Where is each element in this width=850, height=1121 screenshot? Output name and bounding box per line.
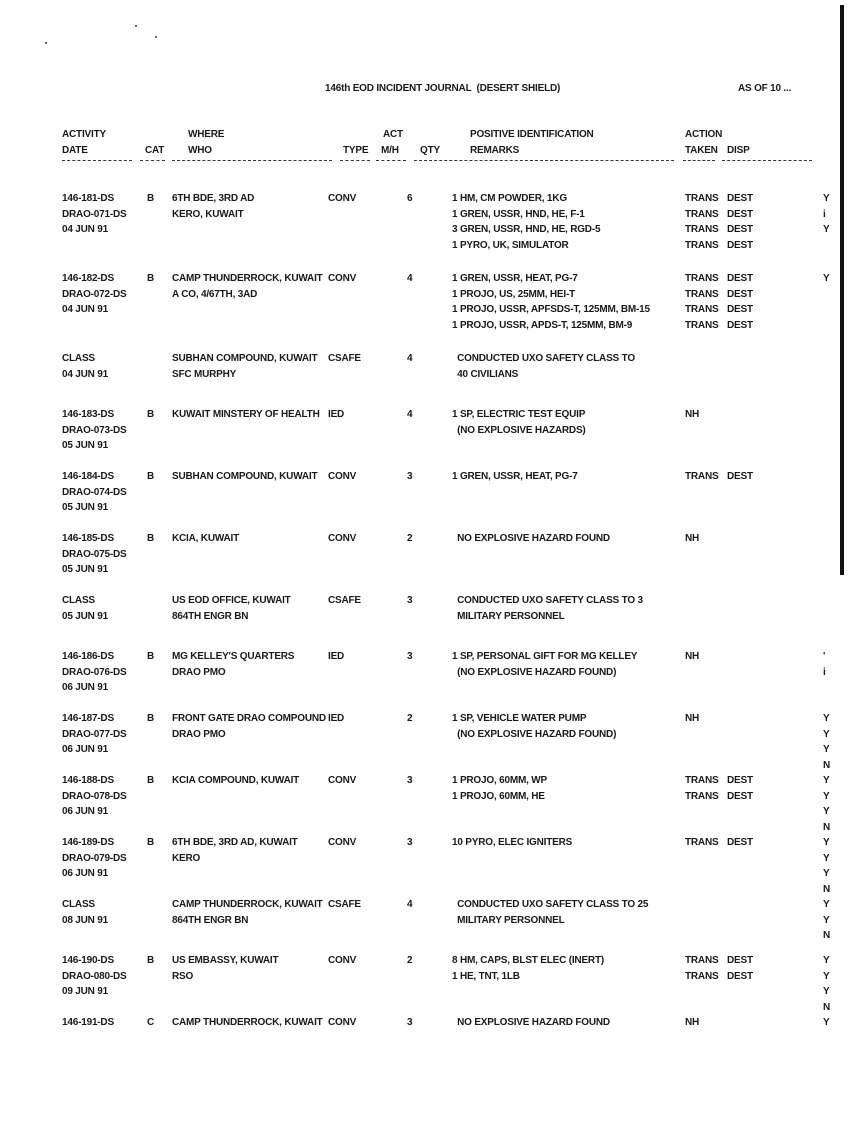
entry-line — [0, 304, 850, 320]
man-hours: 3 — [407, 775, 413, 786]
who: 864TH ENGR BN — [172, 914, 249, 926]
incident-type: CSAFE — [328, 595, 361, 606]
remarks: 1 PYRO, UK, SIMULATOR — [452, 239, 569, 251]
action-taken: TRANS — [685, 775, 719, 786]
drao-number: DRAO-080-DS — [62, 970, 127, 982]
activity-id: 146-184-DS — [62, 471, 114, 482]
where: CAMP THUNDERROCK, KUWAIT — [172, 273, 323, 284]
disposition: DEST — [727, 970, 753, 982]
where: US EOD OFFICE, KUWAIT — [172, 595, 291, 606]
disposition: DEST — [727, 319, 753, 331]
where: KUWAIT MINSTERY OF HEALTH — [172, 409, 320, 420]
entry-line — [0, 822, 850, 838]
disposition: DEST — [727, 790, 753, 802]
action-taken: TRANS — [685, 970, 719, 982]
activity-id: 146-186-DS — [62, 651, 114, 662]
remarks: NO EXPLOSIVE HAZARD FOUND — [452, 1017, 610, 1028]
activity-date: 06 JUN 91 — [62, 806, 109, 818]
activity-date: 04 JUN 91 — [62, 224, 109, 236]
who: KERO — [172, 852, 201, 864]
action-taken: TRANS — [685, 193, 719, 204]
drao-number: DRAO-078-DS — [62, 790, 127, 802]
man-hours: 4 — [407, 273, 413, 284]
remarks: 8 HM, CAPS, BLST ELEC (INERT) — [452, 955, 604, 966]
activity-id: 146-189-DS — [62, 837, 114, 848]
entry-line — [0, 837, 850, 853]
remarks: 1 GREN, USSR, HND, HE, F-1 — [452, 208, 585, 220]
remarks: MILITARY PERSONNEL — [452, 610, 565, 622]
review-flag: Y — [823, 744, 830, 756]
remarks: 1 HE, TNT, 1LB — [452, 970, 520, 982]
header-type: TYPE — [343, 145, 369, 156]
incident-type: CONV — [328, 273, 357, 284]
review-flag: ' — [823, 651, 826, 662]
drao-number: DRAO-076-DS — [62, 666, 127, 678]
category: B — [147, 713, 155, 724]
review-flag: Y — [823, 1017, 830, 1028]
category: B — [147, 273, 155, 284]
activity-date: 08 JUN 91 — [62, 914, 109, 926]
review-flag: Y — [823, 852, 830, 864]
action-taken: TRANS — [685, 304, 719, 316]
review-flag: N — [823, 1001, 831, 1013]
activity-date: 05 JUN 91 — [62, 502, 109, 514]
who: SFC MURPHY — [172, 368, 237, 380]
entry-line — [0, 868, 850, 884]
header-mh: M/H — [381, 145, 399, 156]
entry-line — [0, 224, 850, 240]
entry-line — [0, 971, 850, 987]
review-flag: N — [823, 759, 831, 771]
remarks: NO EXPLOSIVE HAZARD FOUND — [452, 533, 610, 544]
entry-line — [0, 369, 850, 385]
review-flag: Y — [823, 775, 830, 786]
action-taken: NH — [685, 713, 700, 724]
man-hours: 3 — [407, 595, 413, 606]
who: DRAO PMO — [172, 728, 226, 740]
remarks: 10 PYRO, ELEC IGNITERS — [452, 837, 573, 848]
remarks: CONDUCTED UXO SAFETY CLASS TO — [452, 353, 635, 364]
disposition: DEST — [727, 273, 753, 284]
entry-line — [0, 806, 850, 822]
activity-id: CLASS — [62, 353, 95, 364]
review-flag: Y — [823, 273, 830, 284]
activity-id: CLASS — [62, 899, 95, 910]
incident-type: IED — [328, 409, 345, 420]
activity-date: 05 JUN 91 — [62, 440, 109, 452]
review-flag: N — [823, 821, 831, 833]
remarks: 1 PROJO, US, 25MM, HEI-T — [452, 288, 576, 300]
header-action: ACTION — [685, 129, 723, 140]
disposition: DEST — [727, 837, 753, 848]
incident-type: CONV — [328, 775, 357, 786]
remarks: (NO EXPLOSIVE HAZARD FOUND) — [452, 728, 617, 740]
incident-type: CSAFE — [328, 899, 361, 910]
action-taken: TRANS — [685, 790, 719, 802]
scan-speck — [45, 42, 47, 44]
man-hours: 3 — [407, 651, 413, 662]
action-taken: TRANS — [685, 273, 719, 284]
man-hours: 2 — [407, 955, 413, 966]
entry-line — [0, 425, 850, 441]
remarks: 1 PROJO, 60MM, WP — [452, 775, 547, 786]
remarks: 1 PROJO, USSR, APDS-T, 125MM, BM-9 — [452, 319, 633, 331]
entry-line — [0, 930, 850, 946]
header-date: DATE — [62, 145, 88, 156]
where: 6TH BDE, 3RD AD, KUWAIT — [172, 837, 298, 848]
remarks: (NO EXPLOSIVE HAZARDS) — [452, 424, 586, 436]
entry-line — [0, 899, 850, 915]
activity-id: 146-183-DS — [62, 409, 114, 420]
entry-line — [0, 955, 850, 971]
category: B — [147, 955, 155, 966]
incident-type: IED — [328, 713, 345, 724]
where: SUBHAN COMPOUND, KUWAIT — [172, 471, 318, 482]
drao-number: DRAO-071-DS — [62, 208, 127, 220]
who: A CO, 4/67TH, 3AD — [172, 288, 258, 300]
action-taken: TRANS — [685, 955, 719, 966]
category: B — [147, 533, 155, 544]
scan-edge-mark — [840, 5, 844, 575]
review-flag: N — [823, 883, 831, 895]
entry-line — [0, 502, 850, 518]
review-flag: Y — [823, 224, 830, 236]
drao-number: DRAO-075-DS — [62, 548, 127, 560]
category: B — [147, 775, 155, 786]
entry-line — [0, 549, 850, 565]
activity-id: 146-191-DS — [62, 1017, 114, 1028]
where: KCIA, KUWAIT — [172, 533, 240, 544]
header-positive-id: POSITIVE IDENTIFICATION — [470, 129, 594, 140]
drao-number: DRAO-073-DS — [62, 424, 127, 436]
entry-line — [0, 193, 850, 209]
incident-type: IED — [328, 651, 345, 662]
header-qty: QTY — [420, 145, 440, 156]
remarks: 1 SP, VEHICLE WATER PUMP — [452, 713, 587, 724]
category: B — [147, 193, 155, 204]
activity-date: 06 JUN 91 — [62, 744, 109, 756]
where: 6TH BDE, 3RD AD — [172, 193, 255, 204]
action-taken: TRANS — [685, 471, 719, 482]
activity-date: 05 JUN 91 — [62, 564, 109, 576]
category: B — [147, 409, 155, 420]
activity-id: 146-182-DS — [62, 273, 114, 284]
review-flag: N — [823, 930, 831, 942]
review-flag: i — [823, 666, 826, 678]
entry-line — [0, 986, 850, 1002]
remarks: (NO EXPLOSIVE HAZARD FOUND) — [452, 666, 617, 678]
entry-line — [0, 1002, 850, 1018]
where: SUBHAN COMPOUND, KUWAIT — [172, 353, 318, 364]
man-hours: 6 — [407, 193, 413, 204]
review-flag: Y — [823, 837, 830, 848]
man-hours: 4 — [407, 899, 413, 910]
header-taken: TAKEN — [685, 145, 718, 156]
entry-line — [0, 915, 850, 931]
incident-type: CONV — [328, 955, 357, 966]
entry-line — [0, 533, 850, 549]
remarks: 1 PROJO, 60MM, HE — [452, 790, 545, 802]
entry-line — [0, 667, 850, 683]
entry-line — [0, 884, 850, 900]
review-flag: Y — [823, 914, 830, 926]
incident-type: CONV — [328, 533, 357, 544]
scan-speck — [155, 36, 157, 38]
where: FRONT GATE DRAO COMPOUND — [172, 713, 326, 724]
entry-line — [0, 1017, 850, 1033]
entry-line — [0, 729, 850, 745]
activity-date: 09 JUN 91 — [62, 986, 109, 998]
activity-date: 05 JUN 91 — [62, 610, 109, 622]
where: MG KELLEY'S QUARTERS — [172, 651, 295, 662]
entry-line — [0, 682, 850, 698]
category: C — [147, 1017, 155, 1028]
entry-line — [0, 487, 850, 503]
man-hours: 2 — [407, 533, 413, 544]
drao-number: DRAO-072-DS — [62, 288, 127, 300]
category: B — [147, 837, 155, 848]
action-taken: TRANS — [685, 288, 719, 300]
drao-number: DRAO-074-DS — [62, 486, 127, 498]
action-taken: TRANS — [685, 224, 719, 236]
remarks: 40 CIVILIANS — [452, 368, 519, 380]
disposition: DEST — [727, 288, 753, 300]
entry-line — [0, 853, 850, 869]
review-flag: i — [823, 208, 826, 220]
activity-date: 04 JUN 91 — [62, 304, 109, 316]
entry-line — [0, 791, 850, 807]
action-taken: NH — [685, 1017, 700, 1028]
remarks: 1 SP, PERSONAL GIFT FOR MG KELLEY — [452, 651, 638, 662]
entry-line — [0, 651, 850, 667]
entry-line — [0, 240, 850, 256]
review-flag: Y — [823, 955, 830, 966]
entry-line — [0, 289, 850, 305]
scan-speck — [135, 25, 137, 27]
remarks: 1 SP, ELECTRIC TEST EQUIP — [452, 409, 586, 420]
entry-line — [0, 775, 850, 791]
remarks: CONDUCTED UXO SAFETY CLASS TO 25 — [452, 899, 649, 910]
entry-line — [0, 273, 850, 289]
who: KERO, KUWAIT — [172, 208, 244, 220]
activity-date: 06 JUN 91 — [62, 682, 109, 694]
activity-id: 146-185-DS — [62, 533, 114, 544]
where: CAMP THUNDERROCK, KUWAIT — [172, 1017, 323, 1028]
entry-line — [0, 760, 850, 776]
activity-date: 04 JUN 91 — [62, 368, 109, 380]
category: B — [147, 471, 155, 482]
incident-type: CONV — [328, 471, 357, 482]
remarks: 3 GREN, USSR, HND, HE, RGD-5 — [452, 224, 601, 236]
activity-id: 146-181-DS — [62, 193, 114, 204]
disposition: DEST — [727, 224, 753, 236]
man-hours: 2 — [407, 713, 413, 724]
review-flag: Y — [823, 970, 830, 982]
disposition: DEST — [727, 304, 753, 316]
activity-id: CLASS — [62, 595, 95, 606]
entry-line — [0, 320, 850, 336]
review-flag: Y — [823, 713, 830, 724]
incident-type: CONV — [328, 193, 357, 204]
action-taken: TRANS — [685, 319, 719, 331]
disposition: DEST — [727, 239, 753, 251]
action-taken: NH — [685, 533, 700, 544]
entry-line — [0, 595, 850, 611]
review-flag: Y — [823, 728, 830, 740]
man-hours: 3 — [407, 471, 413, 482]
header-where: WHERE — [188, 129, 225, 140]
disposition: DEST — [727, 471, 753, 482]
who: DRAO PMO — [172, 666, 226, 678]
entry-line — [0, 471, 850, 487]
header-disp: DISP — [727, 145, 750, 156]
action-taken: NH — [685, 409, 700, 420]
header-remarks: REMARKS — [470, 145, 520, 156]
remarks: CONDUCTED UXO SAFETY CLASS TO 3 — [452, 595, 643, 606]
disposition: DEST — [727, 208, 753, 220]
incident-type: CONV — [328, 837, 357, 848]
entry-line — [0, 611, 850, 627]
remarks: 1 PROJO, USSR, APFSDS-T, 125MM, BM-15 — [452, 304, 650, 316]
entry-line — [0, 744, 850, 760]
entry-line — [0, 564, 850, 580]
where: CAMP THUNDERROCK, KUWAIT — [172, 899, 323, 910]
who: 864TH ENGR BN — [172, 610, 249, 622]
remarks: 1 HM, CM POWDER, 1KG — [452, 193, 567, 204]
action-taken: NH — [685, 651, 700, 662]
activity-date: 06 JUN 91 — [62, 868, 109, 880]
who: RSO — [172, 970, 194, 982]
remarks: 1 GREN, USSR, HEAT, PG-7 — [452, 471, 578, 482]
man-hours: 4 — [407, 409, 413, 420]
review-flag: Y — [823, 868, 830, 880]
where: US EMBASSY, KUWAIT — [172, 955, 279, 966]
disposition: DEST — [727, 193, 753, 204]
journal-title: 146th EOD INCIDENT JOURNAL (DESERT SHIELD) — [325, 83, 561, 94]
action-taken: TRANS — [685, 208, 719, 220]
incident-type: CSAFE — [328, 353, 361, 364]
remarks: MILITARY PERSONNEL — [452, 914, 565, 926]
activity-id: 146-190-DS — [62, 955, 114, 966]
entry-line — [0, 209, 850, 225]
action-taken: TRANS — [685, 239, 719, 251]
category: B — [147, 651, 155, 662]
activity-id: 146-187-DS — [62, 713, 114, 724]
review-flag: Y — [823, 193, 830, 204]
action-taken: TRANS — [685, 837, 719, 848]
drao-number: DRAO-077-DS — [62, 728, 127, 740]
entry-line — [0, 353, 850, 369]
man-hours: 3 — [407, 1017, 413, 1028]
entry-line — [0, 713, 850, 729]
man-hours: 4 — [407, 353, 413, 364]
review-flag: Y — [823, 790, 830, 802]
as-of-date: AS OF 10 ... — [738, 83, 792, 94]
drao-number: DRAO-079-DS — [62, 852, 127, 864]
header-activity: ACTIVITY — [62, 129, 106, 140]
review-flag: Y — [823, 986, 830, 998]
entry-line — [0, 409, 850, 425]
header-act: ACT — [383, 129, 403, 140]
header-who: WHO — [188, 145, 212, 156]
disposition: DEST — [727, 775, 753, 786]
man-hours: 3 — [407, 837, 413, 848]
remarks: 1 GREN, USSR, HEAT, PG-7 — [452, 273, 578, 284]
disposition: DEST — [727, 955, 753, 966]
where: KCIA COMPOUND, KUWAIT — [172, 775, 300, 786]
entry-line — [0, 440, 850, 456]
review-flag: Y — [823, 806, 830, 818]
incident-type: CONV — [328, 1017, 357, 1028]
activity-id: 146-188-DS — [62, 775, 114, 786]
review-flag: Y — [823, 899, 830, 910]
header-cat: CAT — [145, 145, 165, 156]
